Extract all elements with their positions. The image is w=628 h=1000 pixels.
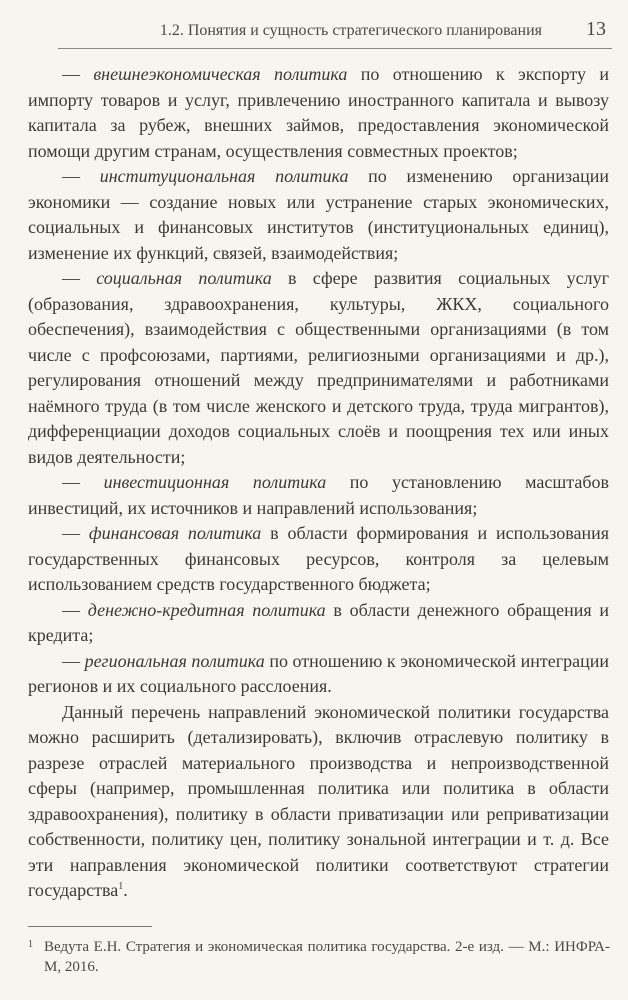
list-item: — денежно-кредитная политика в области денежного обращения и кредита; [28,599,610,645]
footnote-divider [28,926,152,927]
list-item: — социальная политика в сфере развития социальных услуг (образования, здравоохранения, культуры, ЖКХ, социального обеспечения), взаимодействия с общественными организациями (в том числе с профсоюзами, партиями, религиозными организациями и др.), регулирования отношений между предпринимателями и работниками наёмного труда (в том числе женского и детского труда, труда мигрантов), дифференциации доходов социальных слоёв и поощрения тех или иных видов деятельности; [28,268,610,467]
footnote-ref[interactable]: 1 [118,881,124,892]
term: денежно-кредитная политика [87,599,326,620]
list-item: — региональная политика по отношению к экономической интеграции регионов и их социального расслоения. [28,650,609,696]
list-item: — инвестиционная политика по установлению масштабов инвестиций, их источников и направлений использования; [28,472,609,518]
footnote [28,937,610,977]
term: финансовая политика [88,523,262,543]
running-header [58,16,612,49]
list-item: — финансовая политика в области формирования и использования государственных финансовых ресурсов, контроля за целевым использованием средств государственного бюджета; [28,523,610,594]
footnote-text: Ведута Е.Н. Стратегия и экономическая политика государства. 2-е изд. — М.: ИНФРА-М, 2016. [44,939,610,975]
term: региональная политика [84,650,265,671]
list-item: — институциональная политика по изменению организации экономики — создание новых или устранение старых экономических, социальных и финансовых институтов (институциональных единиц), изменение их функций, связей, взаимодействия; [28,166,609,263]
chapter-title: 1.2. Понятия и сущность стратегического планирования [159,22,542,39]
list-item: — внешнеэкономическая политика по отношению к экспорту и импорту товаров и услуг, привлечению иностранного капитала и вывозу капитала за рубеж, внешних займов, предоставления экономической помощи другим странам, осуществления совместных проектов; [28,64,610,161]
term: социальная политика [96,268,272,288]
main-text [28,62,609,904]
term: внешнеэкономическая политика [93,64,348,84]
term: инвестиционная политика [103,472,327,492]
term: институциональная политика [99,166,349,186]
page-number: 13 [586,18,606,40]
closing-paragraph: Данный перечень направлений экономической политики государства можно расширить (детализировать), включив отраслевую политику в разрезе отраслей материального производства и непроизводственной сферы (например, промышленная политика или политика в области здравоохранения), политику в области приватизации или реприватизации собственности, политику цен, политику зональной интеграции и т. д. Все эти направления экономической политики соответствуют стратегии государства$^1$. [28,701,609,900]
footnote-number: 1 [28,939,33,950]
